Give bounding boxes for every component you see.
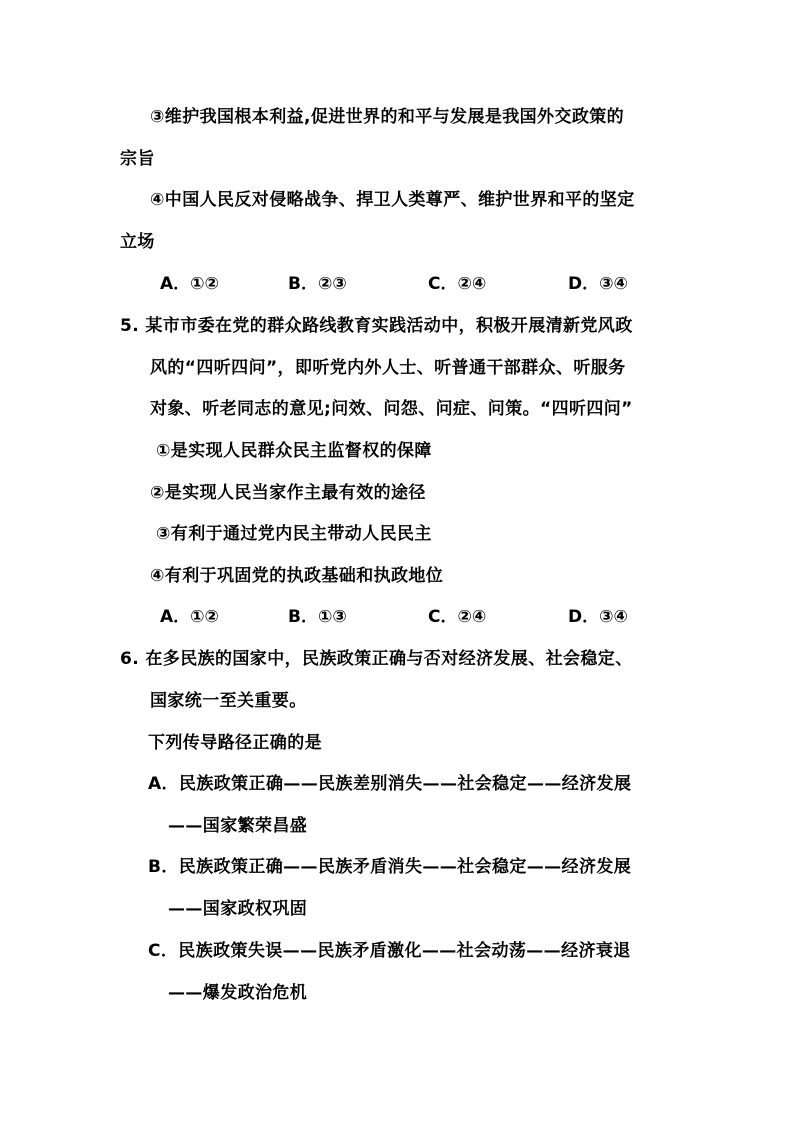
q6-stem-line-2: 国家统一至关重要。 xyxy=(150,691,307,711)
q6-option-b-line-1: B．民族政策正确——民族矛盾消失——社会稳定——经济发展 xyxy=(148,857,632,877)
q4-statement-4-line-2: 立场 xyxy=(120,232,155,252)
q6-option-a-line-2: ——国家繁荣昌盛 xyxy=(168,816,308,836)
q5-stem-line-1: 5. 某市市委在党的群众路线教育实践活动中，积极开展清新党风政 xyxy=(120,316,633,336)
q5-option-b: B．①③ xyxy=(288,607,347,627)
q5-option-a: A．①② xyxy=(160,607,219,627)
q4-option-c: C．②④ xyxy=(428,274,487,294)
q6-option-a-line-1: A．民族政策正确——民族差别消失——社会稳定——经济发展 xyxy=(148,774,632,794)
q4-statement-3-line-2: 宗旨 xyxy=(120,149,155,169)
q6-option-b-line-2: ——国家政权巩固 xyxy=(168,899,308,919)
q5-stem-line-2: 风的“四听四问”，即听党内外人士、听普通干部群众、听服务 xyxy=(150,358,626,378)
q4-option-b: B．②③ xyxy=(288,274,347,294)
q5-stem-line-3: 对象、听老同志的意见;问效、问怨、问症、问策。“四听四问” xyxy=(150,399,633,419)
q4-statement-4-line-1: ④中国人民反对侵略战争、捍卫人类尊严、维护世界和平的坚定 xyxy=(150,190,635,210)
q6-stem-line-1: 6. 在多民族的国家中，民族政策正确与否对经济发展、社会稳定、 xyxy=(120,649,633,669)
q5-statement-1: ①是实现人民群众民主监督权的保障 xyxy=(156,441,432,461)
q6-option-c-line-1: C．民族政策失误——民族矛盾激化——社会动荡——经济衰退 xyxy=(148,941,631,961)
q5-option-c: C．②④ xyxy=(428,607,487,627)
q5-statement-2: ②是实现人民当家作主最有效的途径 xyxy=(150,483,426,503)
q5-option-d: D．③④ xyxy=(568,607,628,627)
q4-option-d: D．③④ xyxy=(568,274,628,294)
q5-statement-4: ④有利于巩固党的执政基础和执政地位 xyxy=(150,566,444,586)
q4-option-a: A．①② xyxy=(160,274,219,294)
q5-statement-3: ③有利于通过党内民主带动人民民主 xyxy=(156,524,432,544)
q6-option-c-line-2: ——爆发政治危机 xyxy=(168,983,308,1003)
q6-prompt: 下列传导路径正确的是 xyxy=(148,733,322,753)
q4-statement-3-line-1: ③维护我国根本利益,促进世界的和平与发展是我国外交政策的 xyxy=(150,107,625,127)
